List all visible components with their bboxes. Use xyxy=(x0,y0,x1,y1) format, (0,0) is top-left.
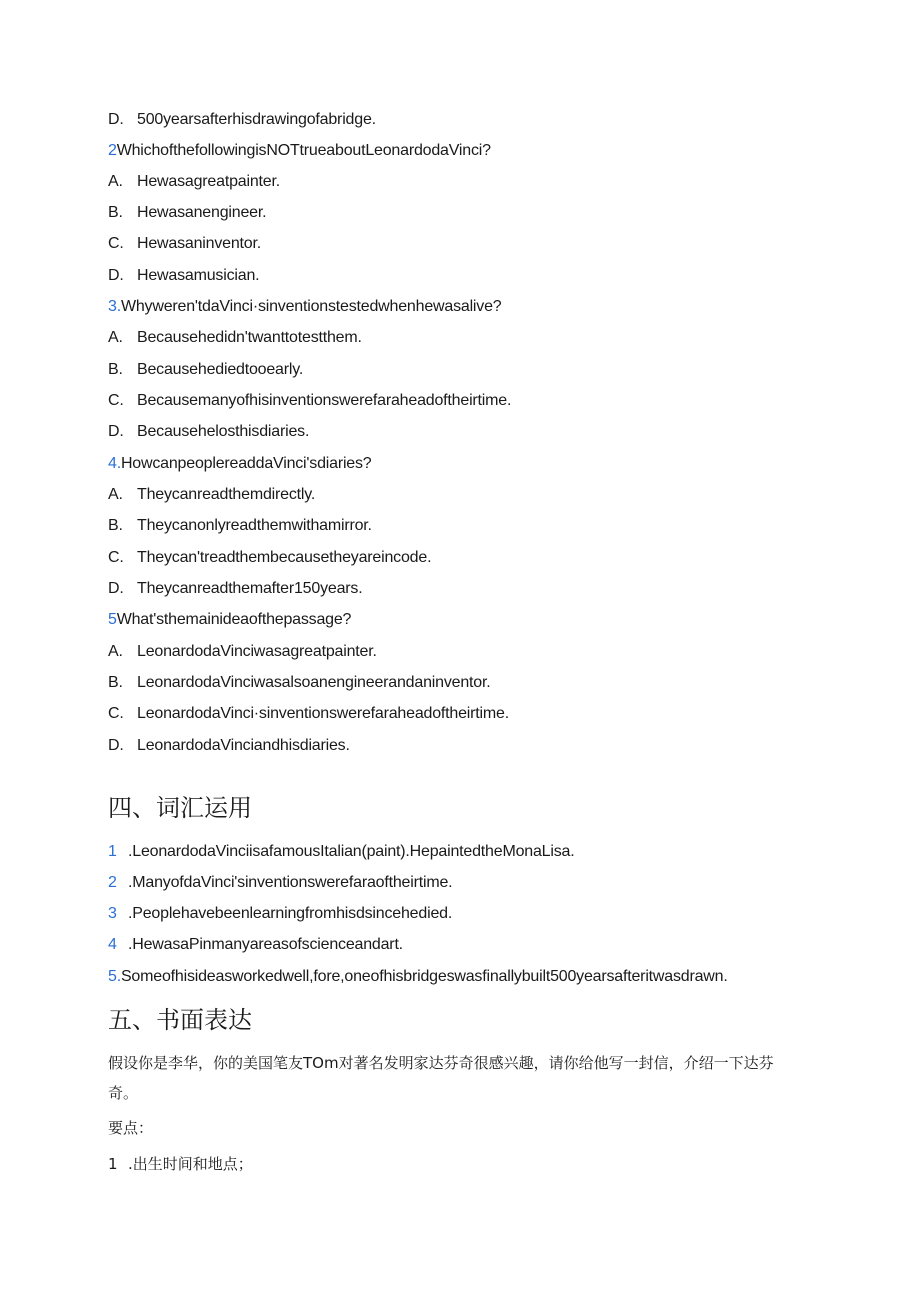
vocab-item-1 xyxy=(108,842,574,862)
item-number: 1 xyxy=(108,843,117,860)
item-number: 3 xyxy=(108,905,117,922)
option-letter: B. xyxy=(108,674,123,691)
option-letter: A. xyxy=(108,643,123,660)
vocab-item-2 xyxy=(108,873,452,893)
q4-option-b xyxy=(108,516,372,536)
option-letter: A. xyxy=(108,329,123,346)
point-text: .出生时间和地点； xyxy=(128,1155,253,1173)
point-number: 1 xyxy=(108,1155,118,1173)
question-text: HowcanpeoplereaddaVinci'sdiaries? xyxy=(120,455,372,472)
item-text: .HewasaPinmanyareasofscienceandart. xyxy=(128,936,403,953)
q5-option-a xyxy=(108,642,377,662)
option-text: Hewasagreatpainter. xyxy=(137,173,280,190)
q2-option-a xyxy=(108,172,280,192)
option-letter: B. xyxy=(108,517,123,534)
q2-option-d xyxy=(108,266,259,286)
option-letter: A. xyxy=(108,486,123,503)
writing-prompt-line-1: 假设你是李华，你的美国笔友TOm对著名发明家达芬奇很感兴趣，请你给他写一封信，介绍一下达芬 xyxy=(108,1054,774,1072)
question-5 xyxy=(108,610,351,630)
item-text: .ManyofdaVinci'sinventionswerefaraoftheirtime. xyxy=(128,874,453,891)
question-number: 2 xyxy=(108,142,117,159)
option-text: Theycan'treadthembecausetheyareincode. xyxy=(137,549,432,566)
option-letter: B. xyxy=(108,204,123,221)
option-text: 500yearsafterhisdrawingofabridge. xyxy=(137,111,376,128)
q3-option-a xyxy=(108,328,362,348)
q3-option-d xyxy=(108,422,309,442)
option-letter: D. xyxy=(108,580,124,597)
q4-option-d xyxy=(108,579,362,599)
question-number: 4. xyxy=(108,455,121,472)
q5-option-b xyxy=(108,673,490,693)
item-number: 4 xyxy=(108,936,117,953)
option-text: LeonardodaVinciwasagreatpainter. xyxy=(137,643,377,660)
option-letter: D. xyxy=(108,737,124,754)
question-number: 3. xyxy=(108,298,121,315)
option-text: LeonardodaVinciwasalsoanengineerandaninventor. xyxy=(137,674,491,691)
option-text: LeonardodaVinci·sinventionswerefaraheadoftheirtime. xyxy=(137,705,509,722)
section-5-heading: 五、书面表达 xyxy=(108,1006,252,1034)
q4-option-a xyxy=(108,485,315,505)
q5-option-d xyxy=(108,736,350,756)
option-letter: A. xyxy=(108,173,123,190)
option-text: Becausehelosthisdiaries. xyxy=(137,423,310,440)
option-text: LeonardodaVinciandhisdiaries. xyxy=(137,737,350,754)
points-label: 要点： xyxy=(108,1119,154,1137)
item-text: .LeonardodaVinciisafamousItalian(paint).HepaintedtheMonaLisa. xyxy=(128,843,575,860)
question-3 xyxy=(108,297,502,317)
q3-option-b xyxy=(108,360,303,380)
writing-prompt-line-2: 奇。 xyxy=(108,1084,139,1102)
question-2 xyxy=(108,141,491,161)
question-4 xyxy=(108,454,372,474)
option-text: Becausehedidn'twanttotestthem. xyxy=(137,329,362,346)
vocab-item-5 xyxy=(108,967,728,987)
q5-option-c xyxy=(108,704,509,724)
option-text: Hewasamusician. xyxy=(137,267,260,284)
option-text: Hewasaninventor. xyxy=(137,235,261,252)
option-text: Theycanonlyreadthemwithamirror. xyxy=(137,517,372,534)
vocab-item-4 xyxy=(108,935,403,955)
q3-option-c xyxy=(108,391,511,411)
point-1 xyxy=(108,1154,253,1174)
item-number: 5. xyxy=(108,968,121,985)
option-letter: D. xyxy=(108,423,124,440)
q2-option-b xyxy=(108,203,266,223)
question-text: What'sthemainideaofthepassage? xyxy=(116,611,352,628)
option-letter: C. xyxy=(108,549,124,566)
question-text: WhichofthefollowingisNOTtrueaboutLeonardodaVinci? xyxy=(116,142,491,159)
option-letter: D. xyxy=(108,111,124,128)
item-text: Someofhisideasworkedwell,fore,oneofhisbridgeswasfinallybuilt500yearsafteritwasdrawn. xyxy=(120,968,728,985)
option-text: Theycanreadthemdirectly. xyxy=(137,486,316,503)
question-text: Whyweren'tdaVinci·sinventionstestedwhenhewasalive? xyxy=(120,298,502,315)
option-text: Becausemanyofhisinventionswerefaraheadoftheirtime. xyxy=(137,392,512,409)
vocab-item-3 xyxy=(108,904,452,924)
option-text: Hewasanengineer. xyxy=(137,204,267,221)
option-letter: C. xyxy=(108,235,124,252)
q4-option-c xyxy=(108,548,431,568)
option-letter: D. xyxy=(108,267,124,284)
item-text: .Peoplehavebeenlearningfromhisdsincehedied. xyxy=(128,905,453,922)
option-text: Becausehediedtooearly. xyxy=(137,361,304,378)
section-4-heading: 四、词汇运用 xyxy=(108,794,252,822)
option-text: Theycanreadthemafter150years. xyxy=(137,580,363,597)
option-letter: B. xyxy=(108,361,123,378)
option-letter: C. xyxy=(108,705,124,722)
item-number: 2 xyxy=(108,874,117,891)
question-number: 5 xyxy=(108,611,117,628)
q1-option-d xyxy=(108,110,376,130)
option-letter: C. xyxy=(108,392,124,409)
q2-option-c xyxy=(108,234,261,254)
